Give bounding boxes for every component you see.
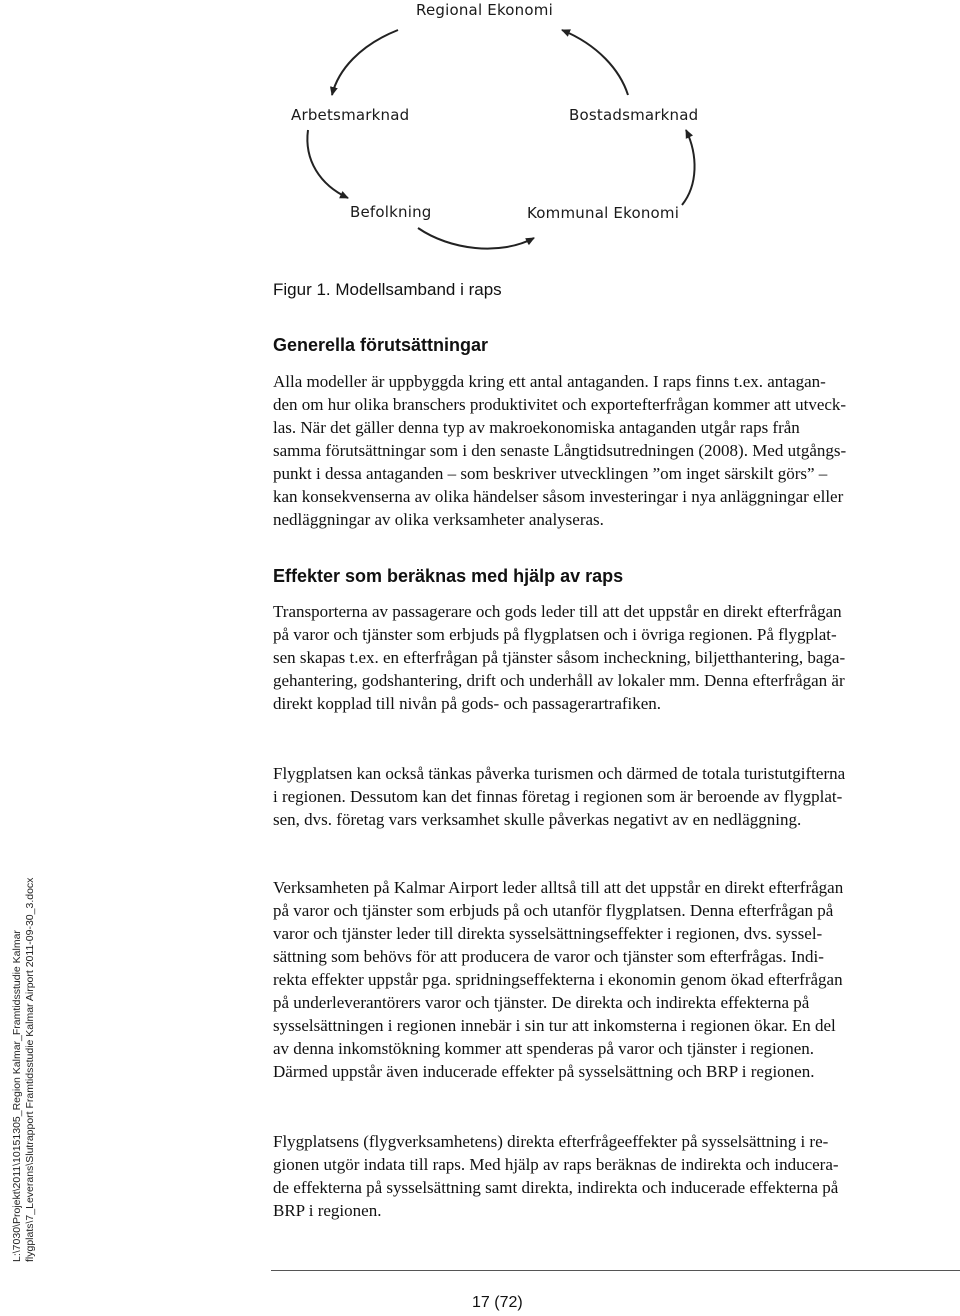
- diagram-node-arbetsmarknad: Arbetsmarknad: [291, 106, 410, 124]
- paragraph-line: de effekterna på sysselsättning samt direkta, indirekta och inducerade effekterna på: [273, 1178, 839, 1197]
- paragraph-indata: [273, 1130, 960, 1222]
- paragraph-line: på underleverantörers varor och tjänster. De direkta och indirekta effekterna på: [273, 993, 810, 1012]
- paragraph-line: samma förutsättningar som i den senaste Långtidsutredningen (2008). Med utgångs-: [273, 441, 847, 460]
- paragraph-line: Därmed uppstår även inducerade effekter på sysselsättning och BRP i regionen.: [273, 1062, 815, 1081]
- paragraph-line: BRP i regionen.: [273, 1201, 382, 1220]
- paragraph-line: gehantering, godshantering, drift och underhåll av lokaler mm. Denna efterfrågan är: [273, 671, 845, 690]
- paragraph-line: sen skapas t.ex. en efterfrågan på tjänster såsom incheckning, biljetthantering, baga-: [273, 648, 846, 667]
- paragraph-line: på varor och tjänster som erbjuds på flygplatsen och i övriga regionen. På flygplat-: [273, 625, 837, 644]
- paragraph-line: las. När det gäller denna typ av makroekonomiska antaganden utgår raps från: [273, 418, 800, 437]
- section-heading-effekter: Effekter som beräknas med hjälp av raps: [273, 566, 624, 586]
- paragraph-line: Transporterna av passagerare och gods leder till att det uppstår en direkt efterfrågan: [273, 602, 842, 621]
- paragraph-line: i regionen. Dessutom kan det finnas företag i regionen som är beroende av flygplat-: [273, 787, 843, 806]
- paragraph-line: gionen utgör indata till raps. Med hjälp av raps beräknas de indirekta och inducera-: [273, 1155, 839, 1174]
- diagram-node-regional-ekonomi: Regional Ekonomi: [416, 1, 553, 19]
- paragraph-line: Flygplatsens (flygverksamhetens) direkta efterfrågeeffekter på sysselsättning i re-: [273, 1132, 829, 1151]
- paragraph-line: rekta effekter uppstår pga. spridningseffekterna i ekonomin genom ökad efterfrågan: [273, 970, 843, 989]
- paragraph-line: på varor och tjänster som erbjuds på och utanför flygplatsen. Denna efterfrågan på: [273, 901, 834, 920]
- diagram-node-befolkning: Befolkning: [350, 203, 432, 221]
- diagram-arrows: [250, 0, 730, 262]
- file-path-line: L:\7030\Projekt\2011\10151305_Region Kalmar_Framtidsstudie Kalmar: [11, 930, 23, 1262]
- paragraph-verksamheten: [273, 876, 960, 1083]
- paragraph-line: Verksamheten på Kalmar Airport leder alltså till att det uppstår en direkt efterfrågan: [273, 878, 844, 897]
- paragraph-turism: [273, 762, 960, 831]
- paragraph-line: sättning som behövs för att producera de varor och tjänster som efterfrågas. Indi-: [273, 947, 824, 966]
- paragraph-line: nedläggningar av olika verksamheter analyseras.: [273, 510, 604, 529]
- paragraph-line: punkt i dessa antaganden – som beskriver utvecklingen ”om inget särskilt görs” –: [273, 464, 828, 483]
- paragraph-line: Flygplatsen kan också tänkas påverka turismen och därmed de totala turistutgifterna: [273, 764, 846, 783]
- arrow-regional-to-arbetsmarknad: [332, 30, 398, 95]
- section-paragraph-effekter: [273, 600, 960, 715]
- page-number: 17 (72): [472, 1294, 523, 1311]
- model-diagram: [250, 0, 730, 262]
- section-heading-generella: Generella förutsättningar: [273, 335, 489, 355]
- arrow-arbetsmarknad-to-befolkning: [307, 130, 348, 198]
- paragraph-line: Alla modeller är uppbyggda kring ett antal antaganden. I raps finns t.ex. antagan-: [273, 372, 826, 391]
- diagram-node-bostadsmarknad: Bostadsmarknad: [569, 106, 699, 124]
- paragraph-line: direkt kopplad till nivån på gods- och passagerartrafiken.: [273, 694, 662, 713]
- file-path-note: [11, 878, 37, 1262]
- arrow-kommunal-to-bostadsmarknad: [682, 130, 695, 205]
- file-path-line: flygplats\7_Leverans\Slutrapport Framtidsstudie Kalmar Airport 2011-09-30_3.docx: [24, 877, 36, 1262]
- footer-divider: [271, 1270, 960, 1271]
- paragraph-line: av denna inkomstökning kommer att spenderas på varor och tjänster i regionen.: [273, 1039, 815, 1058]
- section-paragraph-generella: [273, 370, 960, 531]
- paragraph-line: varor och tjänster leder till direkta sysselsättningseffekter i regionen, dvs. syssel-: [273, 924, 823, 943]
- paragraph-line: sen, dvs. företag vars verksamhet skulle påverkas negativt av en nedläggning.: [273, 810, 802, 829]
- paragraph-line: sysselsättningen i regionen innebär i sin tur att inkomsterna i regionen ökar. En del: [273, 1016, 836, 1035]
- diagram-node-kommunal-ekonomi: Kommunal Ekonomi: [527, 204, 680, 222]
- arrow-bostadsmarknad-to-regional: [562, 30, 628, 95]
- paragraph-line: kan konsekvenserna av olika händelser såsom investeringar i nya anläggningar eller: [273, 487, 844, 506]
- arrow-befolkning-to-kommunal: [418, 228, 534, 249]
- paragraph-line: den om hur olika branschers produktivitet och exportefterfrågan kommer att utveck-: [273, 395, 847, 414]
- figure-caption: Figur 1. Modellsamband i raps: [273, 280, 502, 299]
